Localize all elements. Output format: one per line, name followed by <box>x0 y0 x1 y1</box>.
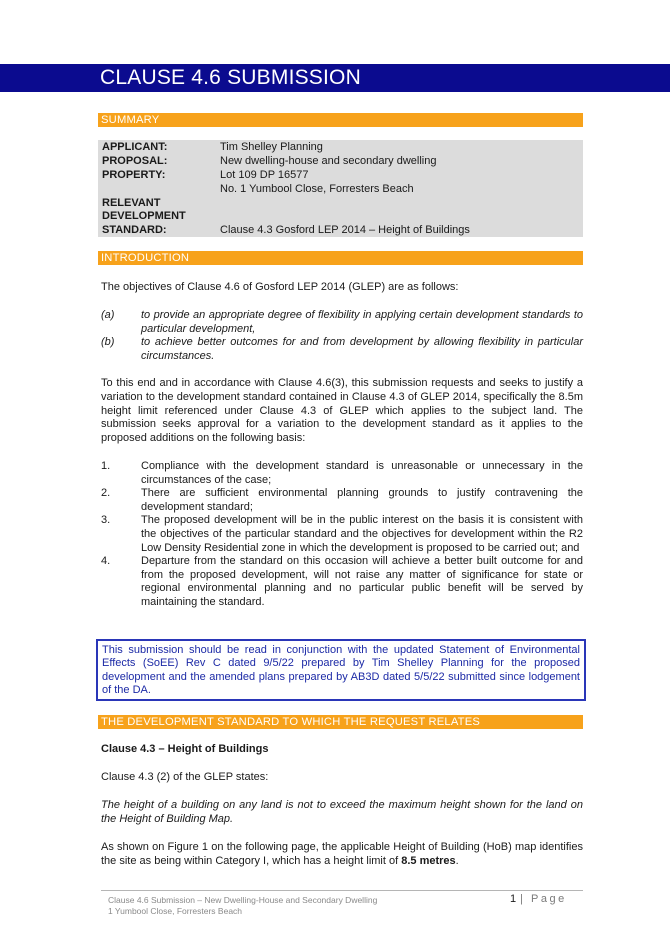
figure-paragraph <box>101 841 583 869</box>
callout-box: This submission should be read in conjunction with the updated Statement of Environmental Effects (SoEE) Rev C dated 9/5/22 prepared by Tim Shelley Planning for the proposed development and the amended plans prepared by AB3D dated 5/5/22 submitted since lodgement of the DA. <box>96 639 586 701</box>
section-heading-standard: THE DEVELOPMENT STANDARD TO WHICH THE REQUEST RELATES <box>98 715 583 729</box>
height-limit: 8.5 metres <box>401 854 456 867</box>
page-number-value: 1 <box>510 893 517 905</box>
property-value-address: No. 1 Yumbool Close, Forresters Beach <box>220 183 414 195</box>
applicant-label: APPLICANT: <box>102 141 168 153</box>
list-item <box>101 460 583 487</box>
footer-divider <box>101 890 583 891</box>
footer-document-info <box>108 895 377 917</box>
clause-heading: Clause 4.3 – Height of Buildings <box>101 743 269 755</box>
list-marker: 4. <box>101 555 111 568</box>
intro-paragraph: To this end and in accordance with Clause 4.6(3), this submission requests and seeks to justify a variation to the development standard contained in Clause 4.3 of GLEP 2014, specifically the 8.5m height limit referenced under Clause 4.3 of GLEP which applies to the subject land. The submission seeks approval for a variation to the development standard as it applies to the proposed additions on the following basis: <box>101 377 583 445</box>
list-item-text: to achieve better outcomes for and from development by allowing flexibility in particular circumstances. <box>141 336 583 362</box>
property-label: PROPERTY: <box>102 169 166 181</box>
list-marker: 1. <box>101 460 111 472</box>
property-value-lot: Lot 109 DP 16577 <box>220 169 309 181</box>
development-label: DEVELOPMENT <box>102 210 186 222</box>
list-item <box>101 309 583 336</box>
list-item-text: Compliance with the development standard is unreasonable or unnecessary in the circumstances of the case; <box>141 460 583 486</box>
clause-quote: The height of a building on any land is not to exceed the maximum height shown for the land on the Height of Building Map. <box>101 799 583 825</box>
standard-value: Clause 4.3 Gosford LEP 2014 – Height of Buildings <box>220 224 470 236</box>
list-item <box>101 555 583 609</box>
proposal-label: PROPOSAL: <box>102 155 168 167</box>
proposal-value: New dwelling-house and secondary dwelling <box>220 155 437 167</box>
list-marker: 3. <box>101 514 111 527</box>
standard-label: STANDARD: <box>102 224 167 236</box>
list-item-text: Departure from the standard on this occasion will achieve a better built outcome for and from the proposed development, will not raise any matter of significance for state or regional environmental planning and no particular public benefit will be served by maintaining the standard. <box>141 555 583 608</box>
list-item-text: to provide an appropriate degree of flexibility in applying certain development standards to particular development, <box>141 309 583 335</box>
list-item-text: There are sufficient environmental planning grounds to justify contravening the development standard; <box>141 487 583 513</box>
relevant-label: RELEVANT <box>102 197 161 209</box>
summary-table <box>98 140 583 237</box>
list-marker: 2. <box>101 487 111 500</box>
list-item <box>101 336 583 363</box>
page-number <box>510 893 567 905</box>
footer-line-title: Clause 4.6 Submission – New Dwelling-House and Secondary Dwelling <box>108 895 378 905</box>
list-marker: (b) <box>101 336 115 349</box>
page-label: | Page <box>520 893 567 905</box>
applicant-value: Tim Shelley Planning <box>220 141 323 153</box>
clause-states: Clause 4.3 (2) of the GLEP states: <box>101 771 269 783</box>
section-heading-introduction: INTRODUCTION <box>98 251 583 265</box>
footer-line-address: 1 Yumbool Close, Forresters Beach <box>108 906 243 916</box>
objectives-lead: The objectives of Clause 4.6 of Gosford LEP 2014 (GLEP) are as follows: <box>101 281 459 293</box>
page-title: CLAUSE 4.6 SUBMISSION <box>100 66 361 89</box>
list-item-text: The proposed development will be in the public interest on the basis it is consistent with the objectives of the particular standard and the objectives for development within the R2 Low Density Residential zone in which the development is proposed to be carried out; and <box>141 514 583 554</box>
list-marker: (a) <box>101 309 115 321</box>
objectives-list <box>101 309 583 363</box>
figure-text: As shown on Figure 1 on the following page, the applicable Height of Building (HoB) map identifies the site as being within Category I, which has a height limit of <box>101 841 583 867</box>
list-item <box>101 487 583 514</box>
title-bar <box>0 64 670 92</box>
section-heading-summary: SUMMARY <box>98 113 583 127</box>
figure-text-end: . <box>455 854 459 867</box>
list-item <box>101 514 583 555</box>
basis-list <box>101 460 583 610</box>
